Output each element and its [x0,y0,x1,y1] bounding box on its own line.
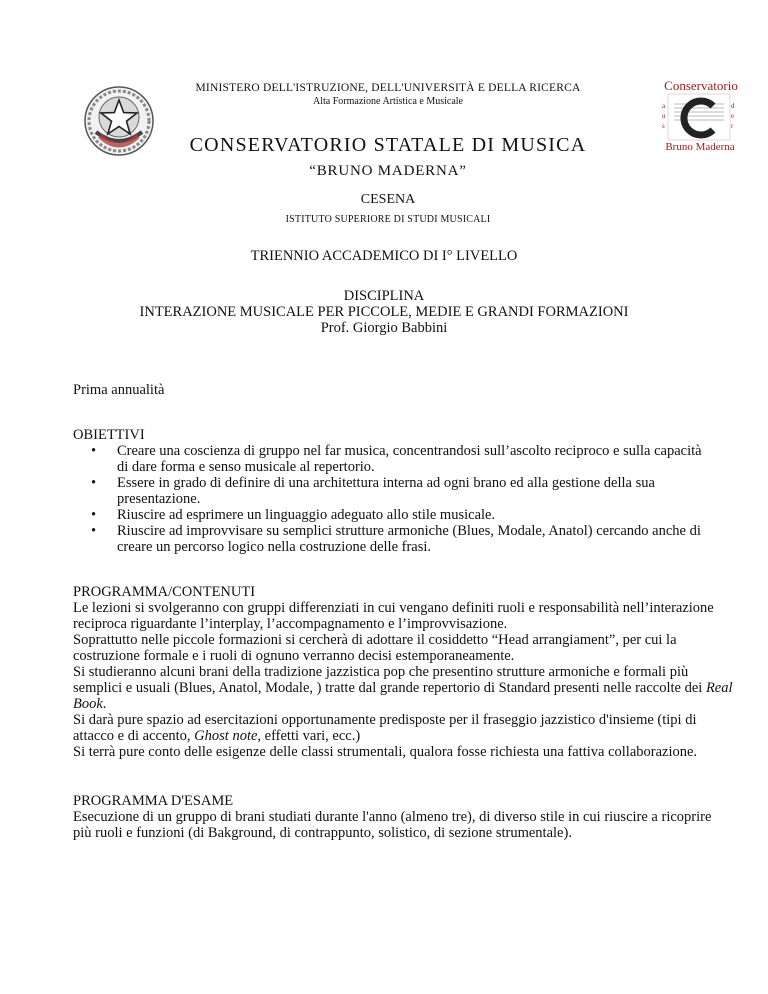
conservatory-title: CONSERVATORIO STATALE DI MUSICA [189,134,587,156]
exam-heading: PROGRAMMA D'ESAME [73,793,234,809]
list-item [73,507,713,523]
program-heading: PROGRAMMA/CONTENUTI [73,584,256,600]
real-book-title: Real Book [73,680,733,712]
professor-name: Prof. Giorgio Babbini [320,320,448,336]
objective-text: Creare una coscienza di gruppo nel far musica, concentrandosi sull’ascolto reciproco e sulla capacità di dare forma e senso musicale al repertorio. [117,443,702,475]
objectives-list [73,443,713,555]
list-item [73,443,713,475]
institute-name: ISTITUTO SUPERIORE DI STUDI MUSICALI [285,214,491,225]
program-text: . [102,696,107,712]
year-label: Prima annualità [73,382,165,398]
bullet-icon: • [91,507,97,523]
program-paragraph: Le lezioni si svolgeranno con gruppi differenziati in cui vengano definiti ruoli e responsabilità nell’interazione reciproca riguardante l’interplay, l’accompagnamento e l’improvvisazione. [73,600,714,632]
program-text: Si studieranno alcuni brani della tradizione jazzistica pop che presentino strutture armoniche e formali più semplici e usuali (Blues, Anatol, Modale, ) tratte dal grande repertorio di Standard presenti nelle raccolte dei [73,664,706,696]
svg-text:e: e [731,112,735,120]
svg-text:d: d [731,102,735,110]
program-body [73,600,733,760]
afam-subtitle: Alta Formazione Artistica e Musicale [313,96,463,107]
conservatory-name: “BRUNO MADERNA” [309,163,467,179]
city-name: CESENA [360,192,416,207]
objectives-heading: OBIETTIVI [73,427,145,443]
svg-text:u: u [662,112,666,120]
svg-text:a: a [662,102,666,110]
bullet-icon: • [91,443,97,459]
logo-top-text: Conservatorio [664,78,738,93]
svg-text:s: s [662,122,665,130]
program-text: , effetti vari, ecc.) [257,728,361,744]
exam-text: Esecuzione di un gruppo di brani studiati durante l'anno (almeno tre), di diverso stile in cui riuscire a ricoprire più ruoli e funzioni (di Bakground, di contrappunto, solistico, di sezione strumentale). [73,809,712,841]
course-level: TRIENNIO ACCADEMICO DI I° LIVELLO [250,248,518,264]
program-paragraph: Soprattutto nelle piccole formazioni si cercherà di adottare il cosiddetto “Head arrangiament”, per cui la costruzione formale e i ruoli di ognuno verranno decisi estemporaneamente. [73,632,677,664]
list-item [73,475,713,507]
ghost-note-term: Ghost note [194,728,258,744]
objective-text: Riuscire ad improvvisare su semplici strutture armoniche (Blues, Modale, Anatol) cercando anche di creare un percorso logico nella costruzione delle frasi. [117,523,701,555]
bullet-icon: • [91,523,97,539]
discipline-name: INTERAZIONE MUSICALE PER PICCOLE, MEDIE E GRANDI FORMAZIONI [139,304,629,320]
republic-emblem-icon [82,84,156,158]
discipline-label: DISCIPLINA [343,288,425,304]
objective-text: Riuscire ad esprimere un linguaggio adeguato allo stile musicale. [117,507,496,523]
ministry-name: MINISTERO DELL'ISTRUZIONE, DELL'UNIVERSITÀ E DELLA RICERCA [195,82,581,94]
logo-bottom-text: Bruno Maderna [665,141,735,153]
list-item [73,523,713,555]
objective-text: Essere in grado di definire di una architettura interna ad ogni brano ed alla gestione della sua presentazione. [117,475,655,507]
svg-text:r: r [731,122,734,130]
program-paragraph [73,712,733,744]
program-paragraph: Si terrà pure conto delle esigenze delle classi strumentali, qualora fosse richiesta una fattiva collaborazione. [73,744,698,760]
program-text: Si darà pure spazio ad esercitazioni opportunamente predisposte per il fraseggio jazzistico d'insieme (tipi di attacco e di accento, [73,712,697,744]
program-paragraph [73,664,733,712]
bullet-icon: • [91,475,97,491]
